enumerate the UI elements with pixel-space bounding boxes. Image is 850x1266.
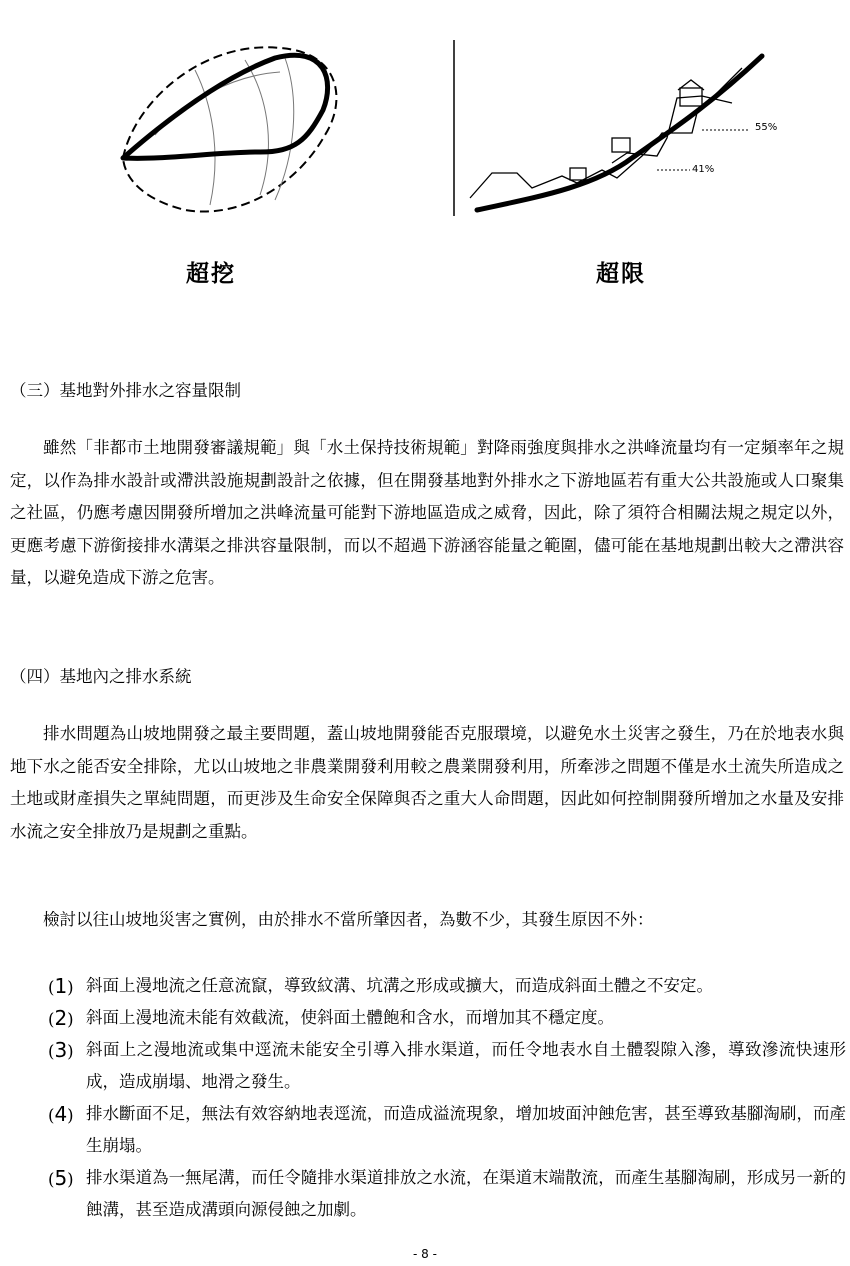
list-item-text: 排水渠道為一無尾溝，而任令隨排水渠道排放之水流，在渠道末端散流，而產生基腳淘刷，形成另一新的蝕溝，甚至造成溝頭向源侵蝕之加劇。: [86, 1168, 846, 1219]
list-item: [46, 970, 846, 1002]
over-excavation-figure: [95, 40, 355, 225]
upper-slope-percent: 55%: [755, 122, 778, 133]
list-item: [46, 1002, 846, 1034]
drainage-cause-list: [46, 970, 846, 1226]
list-item-text: 斜面上之漫地流或集中逕流未能安全引導入排水渠道，而任令地表水自土體裂隙入滲，導致滲流快速形成，造成崩塌、地滑之發生。: [86, 1040, 846, 1091]
list-item-number: (1): [48, 974, 74, 998]
list-item-number: (5): [48, 1166, 74, 1190]
list-item: [46, 1098, 846, 1162]
lower-slope-percent: 41%: [692, 164, 715, 175]
list-item-text: 斜面上漫地流之任意流竄，導致紋溝、坑溝之形成或擴大，而造成斜面土體之不安定。: [86, 976, 713, 995]
list-item: [46, 1034, 846, 1098]
section-4-paragraph-1: 排水問題為山坡地開發之最主要問題，蓋山坡地開發能否克服環境，以避免水土災害之發生，乃在於地表水與地下水之能否安全排除，尤以山坡地之非農業開發利用較之農業開發利用，所牽涉之問題不僅是水土流失所造成之土地或財產損失之單純問題，而更涉及生命安全保障與否之重大人命問題，因此如何控制開發所增加之水量及安排水流之安全排放乃是規劃之重點。: [10, 724, 844, 841]
section-4-heading: （四）基地內之排水系統: [10, 667, 192, 686]
section-3-paragraph: 雖然「非都市土地開發審議規範」與「水土保持技術規範」對降雨強度與排水之洪峰流量均有一定頻率年之規定，以作為排水設計或滯洪設施規劃設計之依據，但在開發基地對外排水之下游地區若有重大公共設施或人口聚集之社區，仍應考慮因開發所增加之洪峰流量可能對下游地區造成之威脅，因此，除了須符合相關法規之規定以外，更應考慮下游銜接排水溝渠之排洪容量限制，而以不超過下游涵容能量之範圍，儘可能在基地規劃出較大之滯洪容量，以避免造成下游之危害。: [10, 438, 844, 588]
list-item: [46, 1162, 846, 1226]
list-item-text: 排水斷面不足，無法有效容納地表逕流，而造成溢流現象，增加坡面沖蝕危害，甚至導致基腳淘刷，而產生崩塌。: [86, 1104, 846, 1155]
page-number: - 8 -: [413, 1247, 437, 1261]
list-item-text: 斜面上漫地流未能有效截流，使斜面土體飽和含水，而增加其不穩定度。: [86, 1008, 614, 1027]
right-figure-caption: 超限: [596, 261, 646, 287]
over-limit-figure: [452, 38, 797, 228]
list-item-number: (2): [48, 1006, 74, 1030]
section-4-paragraph-2: 檢討以往山坡地災害之實例，由於排水不當所肇因者，為數不少，其發生原因不外：: [43, 910, 654, 929]
list-item-number: (3): [48, 1038, 74, 1062]
list-item-number: (4): [48, 1102, 74, 1126]
left-figure-caption: 超挖: [186, 261, 236, 287]
section-3-heading: （三）基地對外排水之容量限制: [10, 381, 241, 400]
